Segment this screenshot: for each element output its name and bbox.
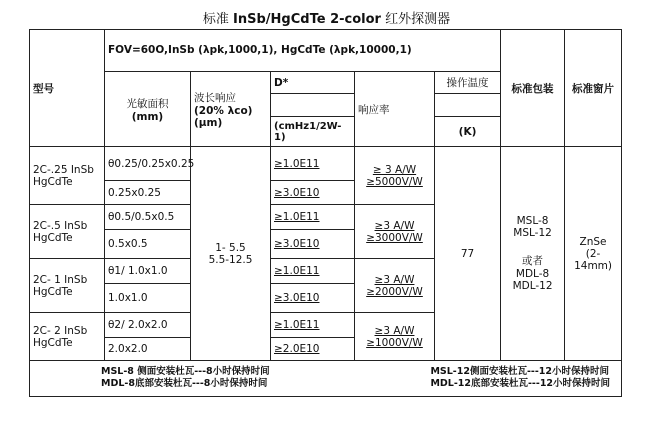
dstar-cell: ≥3.0E10 [271, 229, 355, 258]
footer-left2: MDL-8底部安装杜瓦---8小时保持时间 [101, 378, 268, 390]
header-wave-sub: (20% λco) [194, 104, 253, 117]
document-title [0, 8, 653, 27]
resp-v: ≥5000V/W [366, 175, 423, 188]
area-cell: 0.5x0.5 [105, 229, 191, 258]
header-window: 标准窗片 [565, 30, 622, 147]
header-model: 型号 [30, 30, 105, 147]
dstar-cell: ≥2.0E10 [271, 338, 355, 361]
dstar-cell: ≥1.0E11 [271, 147, 355, 181]
header-wave [191, 71, 271, 147]
package-l2: MSL-12 [513, 227, 552, 240]
title-prefix: 标准 [202, 12, 234, 27]
model-cell: 2C-.25 InSb HgCdTe [30, 147, 105, 205]
header-fov: FOV=60O,InSb (λpk,1000,1), HgCdTe (λpk,10000,1) [105, 30, 501, 72]
wave-line2: 5.5-12.5 [208, 253, 253, 266]
header-area [105, 71, 191, 147]
header-temp-spacer [435, 94, 501, 117]
header-resp: 响应率 [355, 71, 435, 147]
resp-a: ≥3 A/W [374, 273, 415, 286]
footer-right1: MSL-12侧面安装杜瓦---12小时保持时间 [430, 366, 609, 378]
title-bold: InSb/HgCdTe 2-color [233, 12, 381, 27]
window-cell [565, 147, 622, 360]
wave-line1: 1- 5.5 [215, 241, 246, 254]
title-suffix: 红外探测器 [380, 12, 451, 27]
dstar-cell: ≥1.0E11 [271, 205, 355, 230]
spec-table [29, 29, 622, 397]
resp-cell [355, 313, 435, 360]
model-cell: 2C-.5 InSb HgCdTe [30, 205, 105, 259]
temp-cell: 77 [435, 147, 501, 360]
window-l1: ZnSe [579, 235, 607, 248]
dstar-cell: ≥3.0E10 [271, 181, 355, 205]
model-cell: 2C- 1 InSb HgCdTe [30, 259, 105, 313]
area-cell: 0.25x0.25 [105, 181, 191, 205]
dstar-cell: ≥1.0E11 [271, 313, 355, 338]
footer-left1: MSL-8 侧面安装杜瓦---8小时保持时间 [101, 366, 270, 378]
resp-cell [355, 205, 435, 259]
package-l5: MDL-12 [512, 280, 553, 293]
resp-v: ≥3000V/W [366, 231, 423, 244]
package-l3: 或者 [522, 255, 544, 268]
package-l1: MSL-8 [516, 215, 549, 228]
header-wave-unit: (μm) [194, 116, 223, 129]
resp-a: ≥3 A/W [374, 219, 415, 232]
area-cell: 2.0x2.0 [105, 338, 191, 361]
resp-a: ≥3 A/W [374, 324, 415, 337]
header-wave-label: 波长响应 [194, 91, 236, 104]
resp-a: ≥ 3 A/W [372, 163, 417, 176]
window-l2: (2-14mm) [574, 247, 612, 272]
package-cell [501, 147, 565, 360]
header-dstar-spacer [271, 94, 355, 117]
model-cell: 2C- 2 InSb HgCdTe [30, 313, 105, 360]
dstar-cell: ≥1.0E11 [271, 259, 355, 284]
footer-notes [30, 360, 622, 396]
area-cell: θ0.5/0.5x0.5 [105, 205, 191, 230]
resp-v: ≥1000V/W [366, 336, 423, 349]
header-dstar: D* [271, 71, 355, 94]
footer-right2: MDL-12底部安装杜瓦---12小时保持时间 [430, 378, 611, 390]
package-l4: MDL-8 [515, 268, 550, 281]
header-area-unit: (mm) [131, 110, 164, 123]
resp-cell [355, 259, 435, 313]
wave-cell [191, 147, 271, 360]
area-cell: θ0.25/0.25x0.25 [105, 147, 191, 181]
header-package: 标准包装 [501, 30, 565, 147]
area-cell: 1.0x1.0 [105, 284, 191, 313]
resp-v: ≥2000V/W [366, 285, 423, 298]
area-cell: θ1/ 1.0x1.0 [105, 259, 191, 284]
resp-cell [355, 147, 435, 205]
header-temp-unit: (K) [435, 116, 501, 146]
header-dstar-unit: (cmHz1/2W-1) [271, 116, 355, 146]
area-cell: θ2/ 2.0x2.0 [105, 313, 191, 338]
header-temp-label: 操作温度 [435, 71, 501, 94]
header-area-label: 光敏面积 [126, 97, 169, 110]
dstar-cell: ≥3.0E10 [271, 284, 355, 313]
